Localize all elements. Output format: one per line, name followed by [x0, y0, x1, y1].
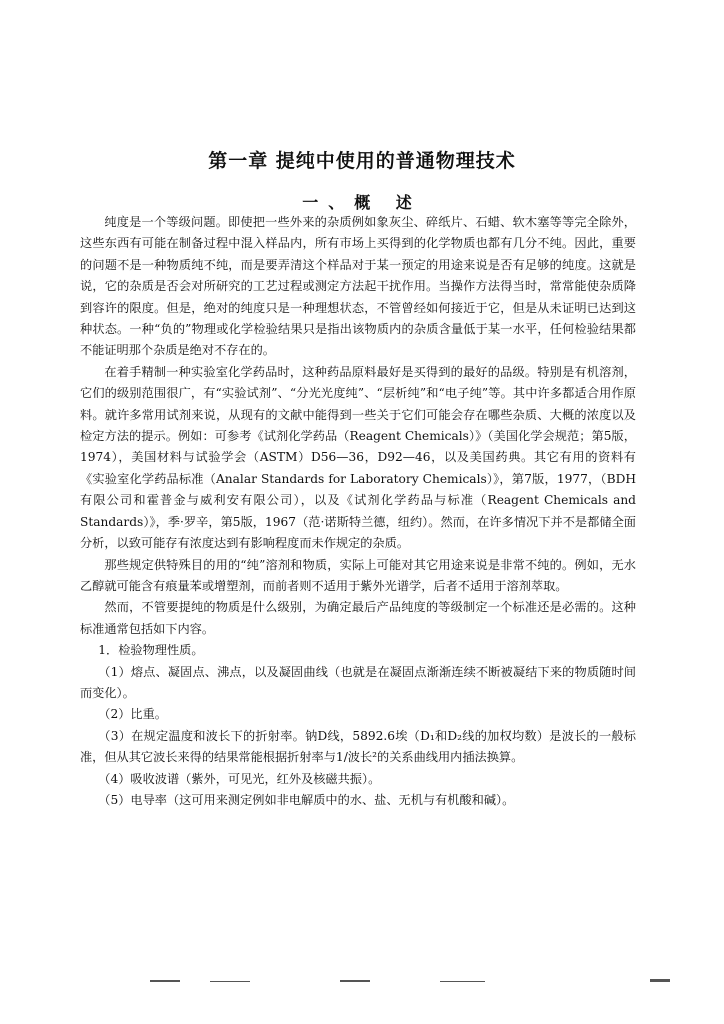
- paragraph: 然而，不管要提纯的物质是什么级别，为确定最后产品纯度的等级制定一个标准还是必需的。这种标准通常包括如下内容。: [80, 600, 636, 636]
- scan-artifacts: [150, 978, 690, 986]
- paragraph: 在着手精制一种实验室化学药品时，这种药品原料最好是买得到的最好的品级。特别是有机溶剂，它们的级别范围很广，有“实验试剂”、“分光光度纯”、“层析纯”和“电子纯”等。其中许多都适合用作原料。就许多常用试剂来说，从现有的文献中能得到一些关于它们可能会存在哪些杂质、大概的浓度以及检定方法的提示。例如：可参考《试剂化学药品（Reagent Chemicals）》（美国化学会规范；第5版，1974），美国材料与试验学会（ASTM）D56—36，D92—46，以及美国药典。其它有用的资料有《实验室化学药品标准（Analar Standards for Laboratory Chemicals）》，第7版，1977，（BDH有限公司和霍普金与威利安有限公司），以及《试剂化学药品与标准（Reagent Chemicals and Standards）》，季·罗辛，第5版，1967（范·诺斯特兰德，纽约）。然而，在许多情况下并不是都储全面分析，以致可能存有浓度达到有影响程度而未作规定的杂质。: [80, 364, 636, 551]
- scan-mark: [340, 980, 370, 982]
- scan-mark: [150, 980, 180, 982]
- scan-mark: [440, 981, 485, 982]
- list-item: （1）熔点、凝固点、沸点，以及凝固曲线（也就是在凝固点渐渐连续不断被凝结下来的物质随时间而变化）。: [80, 664, 636, 700]
- section-title: 一、概 述: [302, 193, 422, 212]
- list-item: （3）在规定温度和波长下的折射率。钠D线，5892.6埃（D₁和D₂线的加权均数）是波长的一般标准，但从其它波长来得的结果常能根据折射率与1/波长²的关系曲线用内插法换算。: [80, 728, 636, 765]
- body-text: [80, 212, 636, 811]
- list-item: 1．检验物理性质。: [98, 643, 204, 658]
- list-item: （4）吸收波谱（紫外，可见光，红外及核磁共振）。: [98, 771, 381, 786]
- paragraph: 那些规定供特殊目的用的“纯”溶剂和物质，实际上可能对其它用途来说是非常不纯的。例如，无水乙醇就可能含有痕量苯或增塑剂，而前者则不适用于紫外光谱学，后者不适用于溶剂萃取。: [80, 557, 636, 593]
- paragraph: 纯度是一个等级问题。即使把一些外来的杂质例如象灰尘、碎纸片、石蜡、软木塞等等完全除外，这些东西有可能在制备过程中混入样品内，所有市场上买得到的化学物质也都有几分不纯。因此，重要的问题不是一种物质纯不纯，而是要弄清这个样品对于某一预定的用途来说是否有足够的纯度。这就是说，它的杂质是否会对所研究的工艺过程或测定方法起干扰作用。当操作方法得当时，常常能使杂质降到容许的限度。但是，绝对的纯度只是一种理想状态，不管曾经如何接近于它，但是从未证明已达到这种状态。一种“负的”物理或化学检验结果只是指出该物质内的杂质含量低于某一水平，任何检验结果都不能证明那个杂质是绝对不存在的。: [80, 215, 636, 358]
- chapter-title: 第一章 提纯中使用的普通物理技术: [208, 150, 516, 172]
- list-item: （2）比重。: [98, 707, 167, 722]
- scan-mark: [210, 981, 250, 982]
- scan-mark: [650, 979, 670, 982]
- list-item: （5）电导率（这可用来测定例如非电解质中的水、盐、无机与有机酸和碱）。: [98, 792, 515, 807]
